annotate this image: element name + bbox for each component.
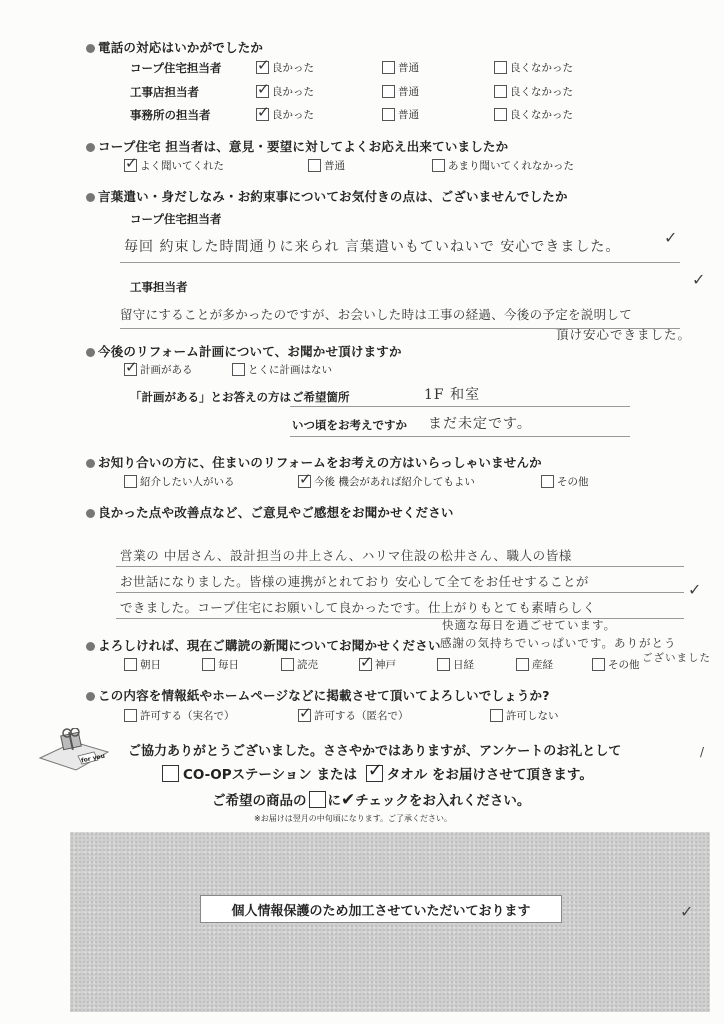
q1-row3-label: 事務所の担当者 [130, 108, 211, 122]
q7-opt7[interactable]: その他 [592, 657, 640, 672]
checkbox[interactable] [382, 85, 395, 98]
q1-row3-opt3[interactable]: 良くなかった [494, 107, 573, 122]
checkbox-checked[interactable] [359, 658, 372, 671]
q8-opt3[interactable]: 許可しない [490, 708, 559, 723]
q7-opt4[interactable]: ✓ 神戸 [359, 657, 396, 672]
q4-title: 今後のリフォーム計画について、お聞かせ頂けますか [86, 342, 402, 360]
q5-title: お知り合いの方に、住まいのリフォームをお考えの方はいらっしゃいませんか [86, 453, 542, 471]
q1-row1-opt3[interactable]: 良くなかった [494, 60, 573, 75]
q2-opt2[interactable]: 普通 [308, 158, 345, 173]
answer-line [116, 592, 684, 593]
q6-line-5: 感謝の気持ちでいっぱいです。ありがとう [440, 636, 677, 650]
q7-title: よろしければ、現在ご購読の新聞についてお聞かせください [86, 636, 441, 654]
checkbox[interactable] [308, 159, 321, 172]
q3-coop-answer: 毎回 約束した時間通りに来られ 言葉遣いもていねいで 安心できました。 [124, 239, 621, 255]
checkbox-checked[interactable] [256, 108, 269, 121]
q6-line-1: 営業の 中居さん、設計担当の井上さん、ハリマ住設の松井さん、職人の皆様 [120, 548, 572, 563]
q1-row1-opt2[interactable]: 普通 [382, 60, 419, 75]
answer-line [290, 436, 630, 437]
q1-row2-opt3[interactable]: 良くなかった [494, 84, 573, 99]
checkbox-checked[interactable] [124, 159, 137, 172]
q4-when-label: いつ頃をお考えですか [292, 418, 407, 432]
review-tick-icon: ✓ [680, 902, 694, 921]
q2-title: コープ住宅 担当者は、意見・要望に対してよくお応え出来ていましたか [86, 137, 508, 155]
checkbox[interactable] [124, 475, 137, 488]
q7-opt1[interactable]: 朝日 [124, 657, 161, 672]
answer-line [290, 406, 630, 407]
q5-opt3[interactable]: その他 [541, 474, 589, 489]
q1-row3-opt1[interactable]: ✓ 良かった [256, 107, 314, 122]
q6-title: 良かった点や改善点など、ご意見やご感想をお聞かせください [86, 503, 454, 521]
checkbox[interactable] [494, 61, 507, 74]
review-tick-icon: ✓ [688, 580, 702, 599]
checkbox[interactable] [382, 61, 395, 74]
q1-row3-opt2[interactable]: 普通 [382, 107, 419, 122]
q6-line-3: できました。コープ住宅にお願いして良かったです。仕上がりもとても素晴らしく [120, 600, 596, 615]
q7-opt3[interactable]: 読売 [281, 657, 318, 672]
q2-opt3[interactable]: あまり聞いてくれなかった [432, 158, 574, 173]
gift-thanks: ご協力ありがとうございました。ささやかではありますが、アンケートのお礼として [128, 744, 622, 759]
q6-line-2: お世話になりました。皆様の連携がとれており 安心して全てをお任せすることが [120, 574, 589, 589]
q4-place-label: ご希望箇所 [292, 390, 350, 404]
q4-when-answer: まだ未定です。 [428, 416, 532, 432]
checkbox-checked[interactable] [256, 61, 269, 74]
q8-opt2[interactable]: ✓ 許可する（匿名で） [298, 708, 409, 723]
checkbox-checked[interactable] [298, 709, 311, 722]
checkbox-checked[interactable] [256, 85, 269, 98]
towel-checkbox[interactable] [366, 765, 383, 782]
q8-title: この内容を情報紙やホームページなどに掲載させて頂いてよろしいでしょうか? [86, 686, 550, 704]
q3-koji-label: 工事担当者 [130, 280, 188, 294]
checkbox-checked[interactable] [124, 363, 137, 376]
q1-row2-opt2[interactable]: 普通 [382, 84, 419, 99]
q2-opt1[interactable]: ✓ よく聞いてくれた [124, 158, 224, 173]
gift-choice-line: CO-OPステーション または ✓ タオル をお届けさせて頂きます。 [162, 763, 593, 783]
q4-opt1[interactable]: ✓ 計画がある [124, 362, 193, 377]
gift-illustration [36, 728, 112, 772]
gift-box-icon [36, 728, 112, 772]
privacy-mask [70, 832, 710, 1012]
q3-coop-label: コープ住宅担当者 [130, 212, 222, 226]
checkbox[interactable] [382, 108, 395, 121]
checkbox[interactable] [232, 363, 245, 376]
checkbox[interactable] [202, 658, 215, 671]
checkbox[interactable] [490, 709, 503, 722]
checkbox[interactable] [541, 475, 554, 488]
review-tick-icon: / [700, 745, 705, 759]
review-tick-icon: ✓ [692, 270, 706, 289]
answer-line [116, 618, 684, 619]
delivery-note: ※お届けは翌月の中旬頃になります。ご了承ください。 [254, 814, 453, 823]
checkbox[interactable] [494, 85, 507, 98]
q3-title: 言葉遣い・身だしなみ・お約束事についてお気付きの点は、ございませんでしたか [86, 187, 568, 205]
q4-followup-label: 「計画がある」とお答えの方は [130, 390, 291, 404]
q1-title: 電話の対応はいかがでしたか [86, 38, 263, 56]
example-checkbox [309, 791, 326, 808]
check-mark-icon: ✔ [341, 790, 356, 810]
q6-line-6: ございました [642, 652, 711, 664]
privacy-label: 個人情報保護のため加工させていただいております [200, 895, 562, 923]
coop-station-checkbox[interactable] [162, 765, 179, 782]
checkbox[interactable] [494, 108, 507, 121]
checkbox[interactable] [281, 658, 294, 671]
checkbox[interactable] [432, 159, 445, 172]
q1-row2-label: 工事店担当者 [130, 85, 199, 99]
gift-tag: for you [80, 752, 106, 765]
q1-row2-opt1[interactable]: ✓ 良かった [256, 84, 314, 99]
q4-place-answer: 1F 和室 [424, 387, 481, 403]
review-tick-icon: ✓ [664, 228, 678, 247]
checkbox[interactable] [592, 658, 605, 671]
q3-koji-answer-1: 留守にすることが多かったのですが、お会いした時は工事の経過、今後の予定を説明して [120, 307, 633, 322]
checkbox[interactable] [437, 658, 450, 671]
answer-line [120, 262, 680, 263]
q1-row1-opt1[interactable]: ✓ 良かった [256, 60, 314, 75]
checkbox[interactable] [124, 658, 137, 671]
q7-opt2[interactable]: 毎日 [202, 657, 239, 672]
checkbox-checked[interactable] [298, 475, 311, 488]
q5-opt2[interactable]: ✓ 今後 機会があれば紹介してもよい [298, 474, 475, 489]
answer-line [120, 328, 680, 329]
gift-instruction: ご希望の商品の に✔チェックをお入れください。 [212, 790, 531, 810]
q4-opt2[interactable]: とくに計画はない [232, 362, 332, 377]
q8-opt1[interactable]: 許可する（実名で） [124, 708, 235, 723]
answer-line [116, 566, 684, 567]
q7-opt5[interactable]: 日経 [437, 657, 474, 672]
checkbox[interactable] [124, 709, 137, 722]
q1-row1-label: コープ住宅担当者 [130, 61, 222, 75]
q5-opt1[interactable]: 紹介したい人がいる [124, 474, 235, 489]
q6-line-4: 快適な毎日を過ごせています。 [442, 618, 617, 632]
q3-koji-answer-2: 頂け安心できました。 [556, 327, 692, 342]
checkbox[interactable] [516, 658, 529, 671]
q7-opt6[interactable]: 産経 [516, 657, 553, 672]
